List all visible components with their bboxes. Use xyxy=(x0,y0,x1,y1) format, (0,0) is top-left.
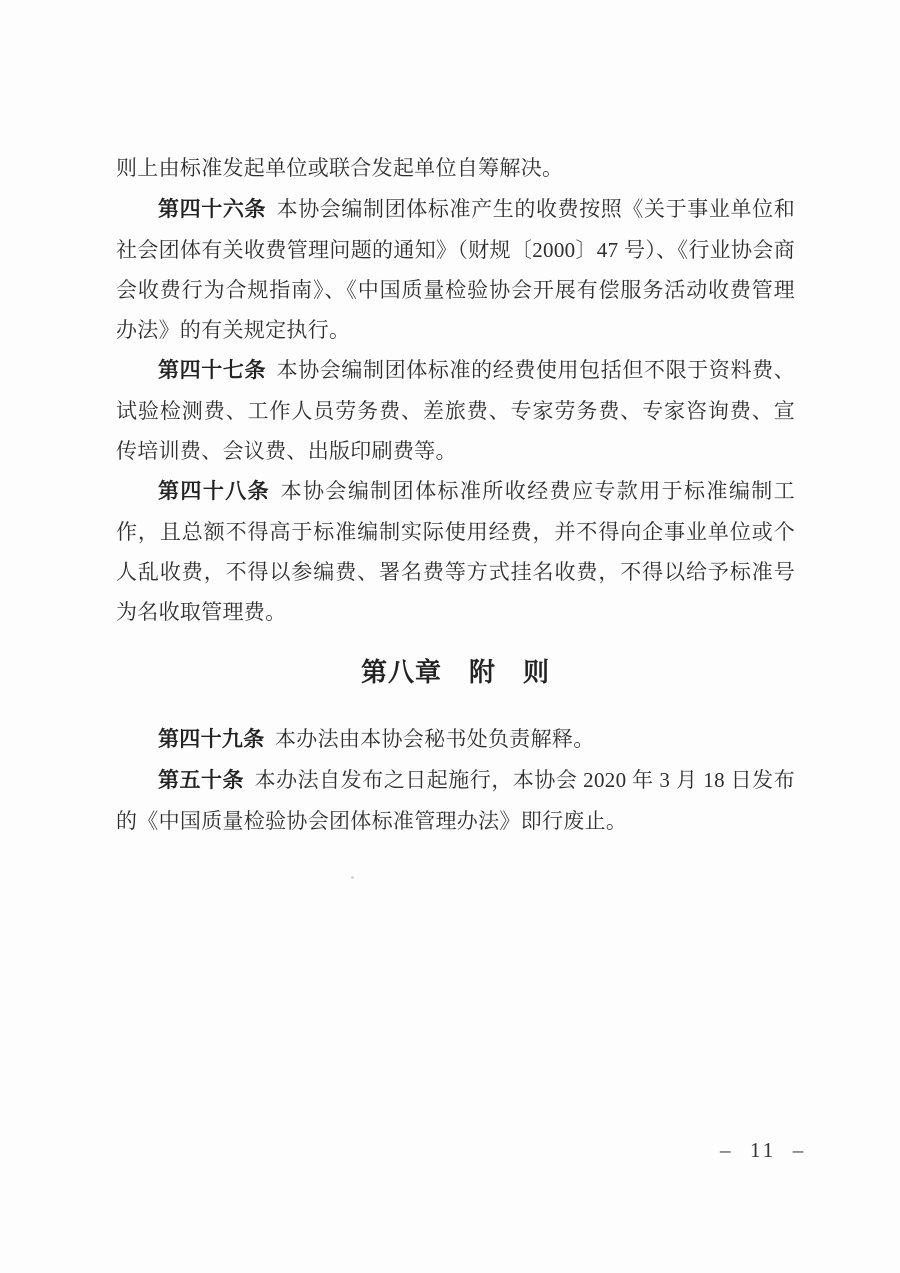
paragraph-article-46 xyxy=(116,189,795,350)
paragraph-text: 本协会编制团体标准产生的收费按照《关于事业单位和社会团体有关收费管理问题的通知》（财规〔2000〕47 号）、《行业协会商会收费行为合规指南》、《中国质量检验协会开展有偿服务活动收费管理办法》的有关规定执行。 xyxy=(116,197,796,342)
paragraph-text: 则上由标准发起单位或联合发起单位自筹解决。 xyxy=(116,156,564,180)
paragraph-text: 本办法自发布之日起施行，本协会 2020 年 3 月 18 日发布的《中国质量检验协会团体标准管理办法》即行废止。 xyxy=(116,768,796,833)
paragraph-article-50 xyxy=(116,760,795,841)
paragraph-article-48 xyxy=(116,471,795,632)
article-number: 第五十条 xyxy=(158,769,245,792)
article-number: 第四十八条 xyxy=(158,480,271,503)
article-number: 第四十六条 xyxy=(158,198,267,221)
paragraph-article-47 xyxy=(116,350,795,471)
article-number: 第四十七条 xyxy=(158,359,267,382)
scan-artifact-dot xyxy=(351,876,354,879)
article-number: 第四十九条 xyxy=(158,728,265,751)
paragraph-text: 本办法由本协会秘书处负责解释。 xyxy=(275,727,595,751)
paragraph-text: 本协会编制团体标准的经费使用包括但不限于资料费、试验检测费、工作人员劳务费、差旅费、专家劳务费、专家咨询费、宣传培训费、会议费、出版印刷费等。 xyxy=(116,358,796,463)
paragraph-continuation xyxy=(116,148,795,189)
document-body xyxy=(116,148,795,841)
chapter-heading: 第八章 附 则 xyxy=(360,657,550,687)
paragraph-article-49 xyxy=(116,719,795,760)
paragraph-text: 本协会编制团体标准所收经费应专款用于标准编制工作，且总额不得高于标准编制实际使用经费，并不得向企事业单位或个人乱收费，不得以参编费、署名费等方式挂名收费，不得以给予标准号为名收取管理费。 xyxy=(116,479,795,624)
page-number: – 11 – xyxy=(720,1138,807,1162)
